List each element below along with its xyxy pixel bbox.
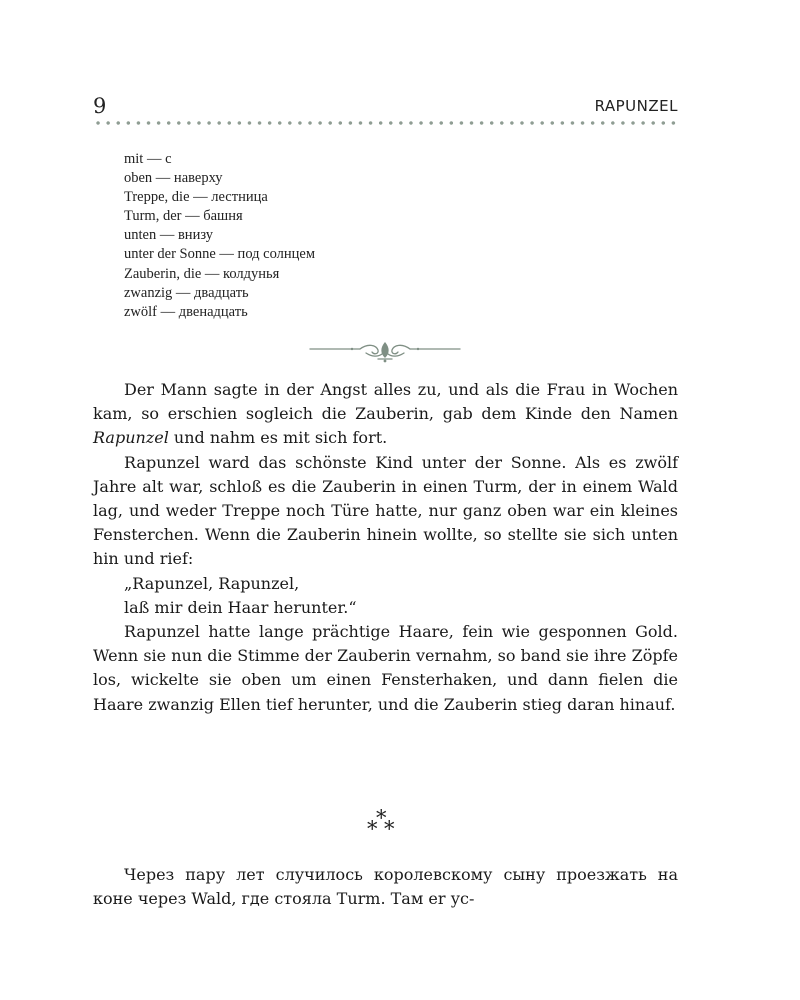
emphasized-name: Rapunzel: [93, 428, 169, 448]
vocabulary-item: oben — наверху: [124, 170, 223, 187]
paragraph: [93, 378, 678, 451]
asterism-star: *: [367, 817, 378, 841]
vocabulary-list: [124, 150, 315, 322]
verse-line: laß mir dein Haar herunter.“: [124, 597, 357, 617]
story-text: [93, 378, 678, 717]
vocabulary-item: Zauberin, die — колдунья: [124, 265, 280, 282]
vocabulary-item: zwölf — двенадцать: [124, 303, 248, 320]
vocabulary-item: unter der Sonne — под солнцем: [124, 246, 316, 263]
paragraph: Rapunzel hatte lange prächtige Haare, fein wie gesponnen Gold. Wenn sie nun die Stimme der Zauberin vernahm, so band sie ihre Zöpfe los, wickelte sie oben um einen Fensterhaken, und dann fielen die Haare zwanzig Ellen tief herunter, und die Zauberin stieg daran hinauf.: [93, 622, 678, 714]
vocabulary-item: zwanzig — двадцать: [124, 284, 249, 301]
verse-line: „Rapunzel, Rapunzel,: [124, 573, 300, 593]
page-header: [93, 94, 678, 118]
page-number: 9: [93, 94, 107, 118]
story-text-continued: [93, 863, 678, 911]
asterism-star: *: [384, 817, 395, 841]
asterism-star: *: [376, 806, 387, 830]
running-title: RAPUNZEL: [594, 97, 678, 115]
vocabulary-item: mit — с: [124, 151, 172, 167]
vocabulary-item: Turm, der — башня: [124, 208, 243, 225]
dotted-divider: [93, 121, 678, 125]
vocabulary-item: Treppe, die — лестница: [124, 189, 268, 206]
paragraph-text: Der Mann sagte in der Angst alles zu, und als die Frau in Wochen kam, so erschien sogleich die Zauberin, gab dem Kinde den Namen: [93, 380, 678, 424]
vocabulary-item: unten — внизу: [124, 227, 214, 244]
paragraph-text: und nahm es mit sich fort.: [168, 428, 388, 448]
asterism-icon: [360, 808, 410, 842]
ornament-divider-icon: [308, 340, 462, 364]
paragraph: Через пару лет случилось королевскому сыну проезжать на коне через Wald, где стояла Turm. Там er ус-: [93, 865, 678, 909]
paragraph: Rapunzel ward das schönste Kind unter der Sonne. Als es zwölf Jahre alt war, schloß es die Zauberin in einen Turm, der in einem Wald lag, und weder Treppe noch Türe hatte, nur ganz oben war ein kleines Fensterchen. Wenn die Zauberin hinein wollte, so stellte sie sich unten hin und rief:: [93, 452, 678, 569]
